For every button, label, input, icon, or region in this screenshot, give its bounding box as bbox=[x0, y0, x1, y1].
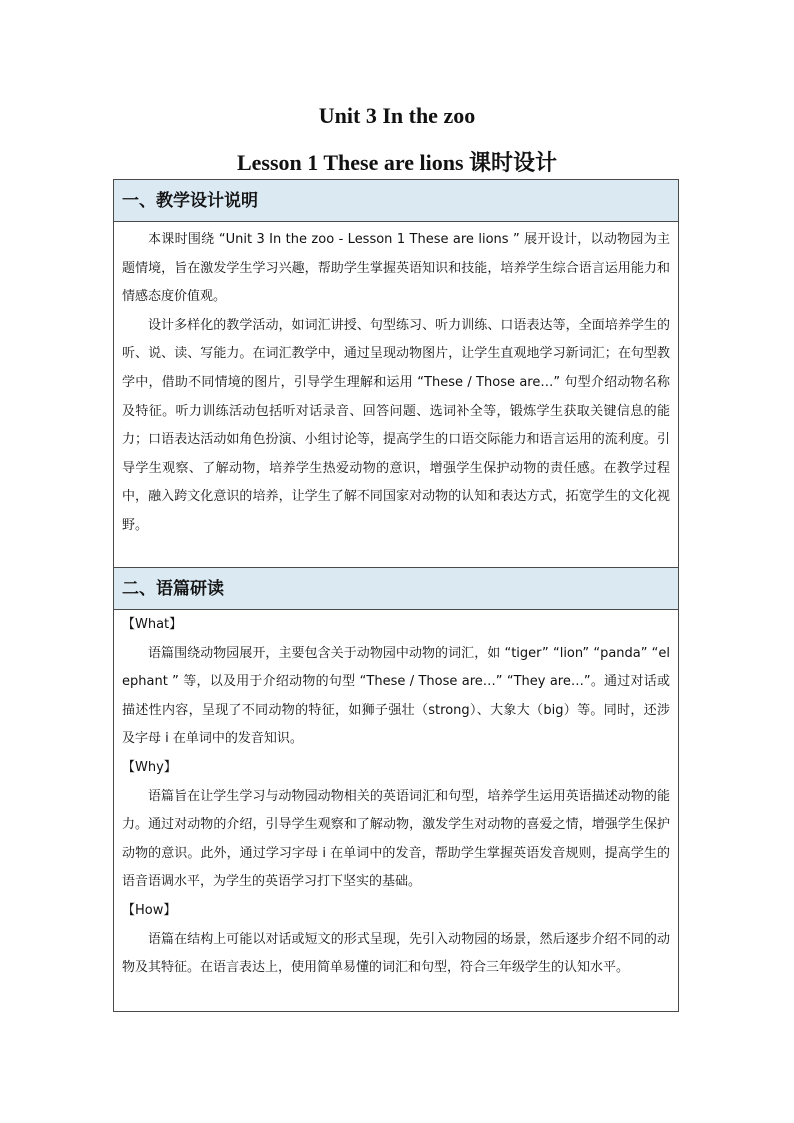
section-body-teaching-design bbox=[114, 226, 678, 541]
why-label: 【Why】 bbox=[122, 759, 177, 775]
what-paragraph: 语篇围绕动物园展开，主要包含关于动物园中动物的词汇，如 “tiger” “lion” “panda” “elephant ” 等，以及用于介绍动物的句型 “These / Those are…” “They are…”。通过对话或描述性内容，呈现了不同动物的特征，如狮子强壮（strong）、大象大（big）等。同时，还涉及字母 i 在单词中的发音知识。 bbox=[122, 645, 670, 747]
how-label: 【How】 bbox=[122, 902, 177, 918]
what-label: 【What】 bbox=[122, 617, 183, 632]
section-heading-text-analysis: 二、语篇研读 bbox=[114, 567, 678, 610]
why-paragraph: 语篇旨在让学生学习与动物园动物相关的英语词汇和句型，培养学生运用英语描述动物的能力。通过对动物的介绍，引导学生观察和了解动物，激发学生对动物的喜爱之情，增强学生保护动物的意识。此外，通过学习字母 i 在单词中的发音，帮助学生掌握英语发音规则，提高学生的语音语调水平，为学生的英语学习打下坚实的基础。 bbox=[122, 788, 670, 890]
how-paragraph: 语篇在结构上可能以对话或短文的形式呈现，先引入动物园的场景，然后逐步介绍不同的动物及其特征。在语言表达上，使用简单易懂的词汇和句型，符合三年级学生的认知水平。 bbox=[122, 931, 670, 976]
paragraph-design-activities: 设计多样化的教学活动，如词汇讲授、句型练习、听力训练、口语表达等，全面培养学生的听、说、读、写能力。在词汇教学中，通过呈现动物图片，让学生直观地学习新词汇；在句型教学中，借助不同情境的图片，引导学生理解和运用 “These / Those are…” 句型介绍动物名称及特征。听力训练活动包括听对话录音、回答问题、选词补全等，锻炼学生获取关键信息的能力；口语表达活动如角色扮演、小组讨论等，提高学生的口语交际能力和语言运用的流利度。引导学生观察、了解动物，培养学生热爱动物的意识，增强学生保护动物的责任感。在教学过程中，融入跨文化意识的培养，让学生了解不同国家对动物的认知和表达方式，拓宽学生的文化视野。 bbox=[122, 317, 670, 533]
document-title: Unit 3 In the zoo bbox=[318, 103, 476, 128]
section-body-text-analysis bbox=[114, 611, 678, 983]
lesson-title: Lesson 1 These are lions 课时设计 bbox=[236, 150, 558, 175]
lesson-design-table bbox=[113, 179, 679, 1012]
paragraph-design-overview: 本课时围绕 “Unit 3 In the zoo - Lesson 1 These are lions ” 展开设计，以动物园为主题情境，旨在激发学生学习兴趣，帮助学生掌握英语知识和技能，培养学生综合语言运用能力和情感态度价值观。 bbox=[122, 232, 670, 305]
section-heading-teaching-design: 一、教学设计说明 bbox=[114, 180, 678, 222]
